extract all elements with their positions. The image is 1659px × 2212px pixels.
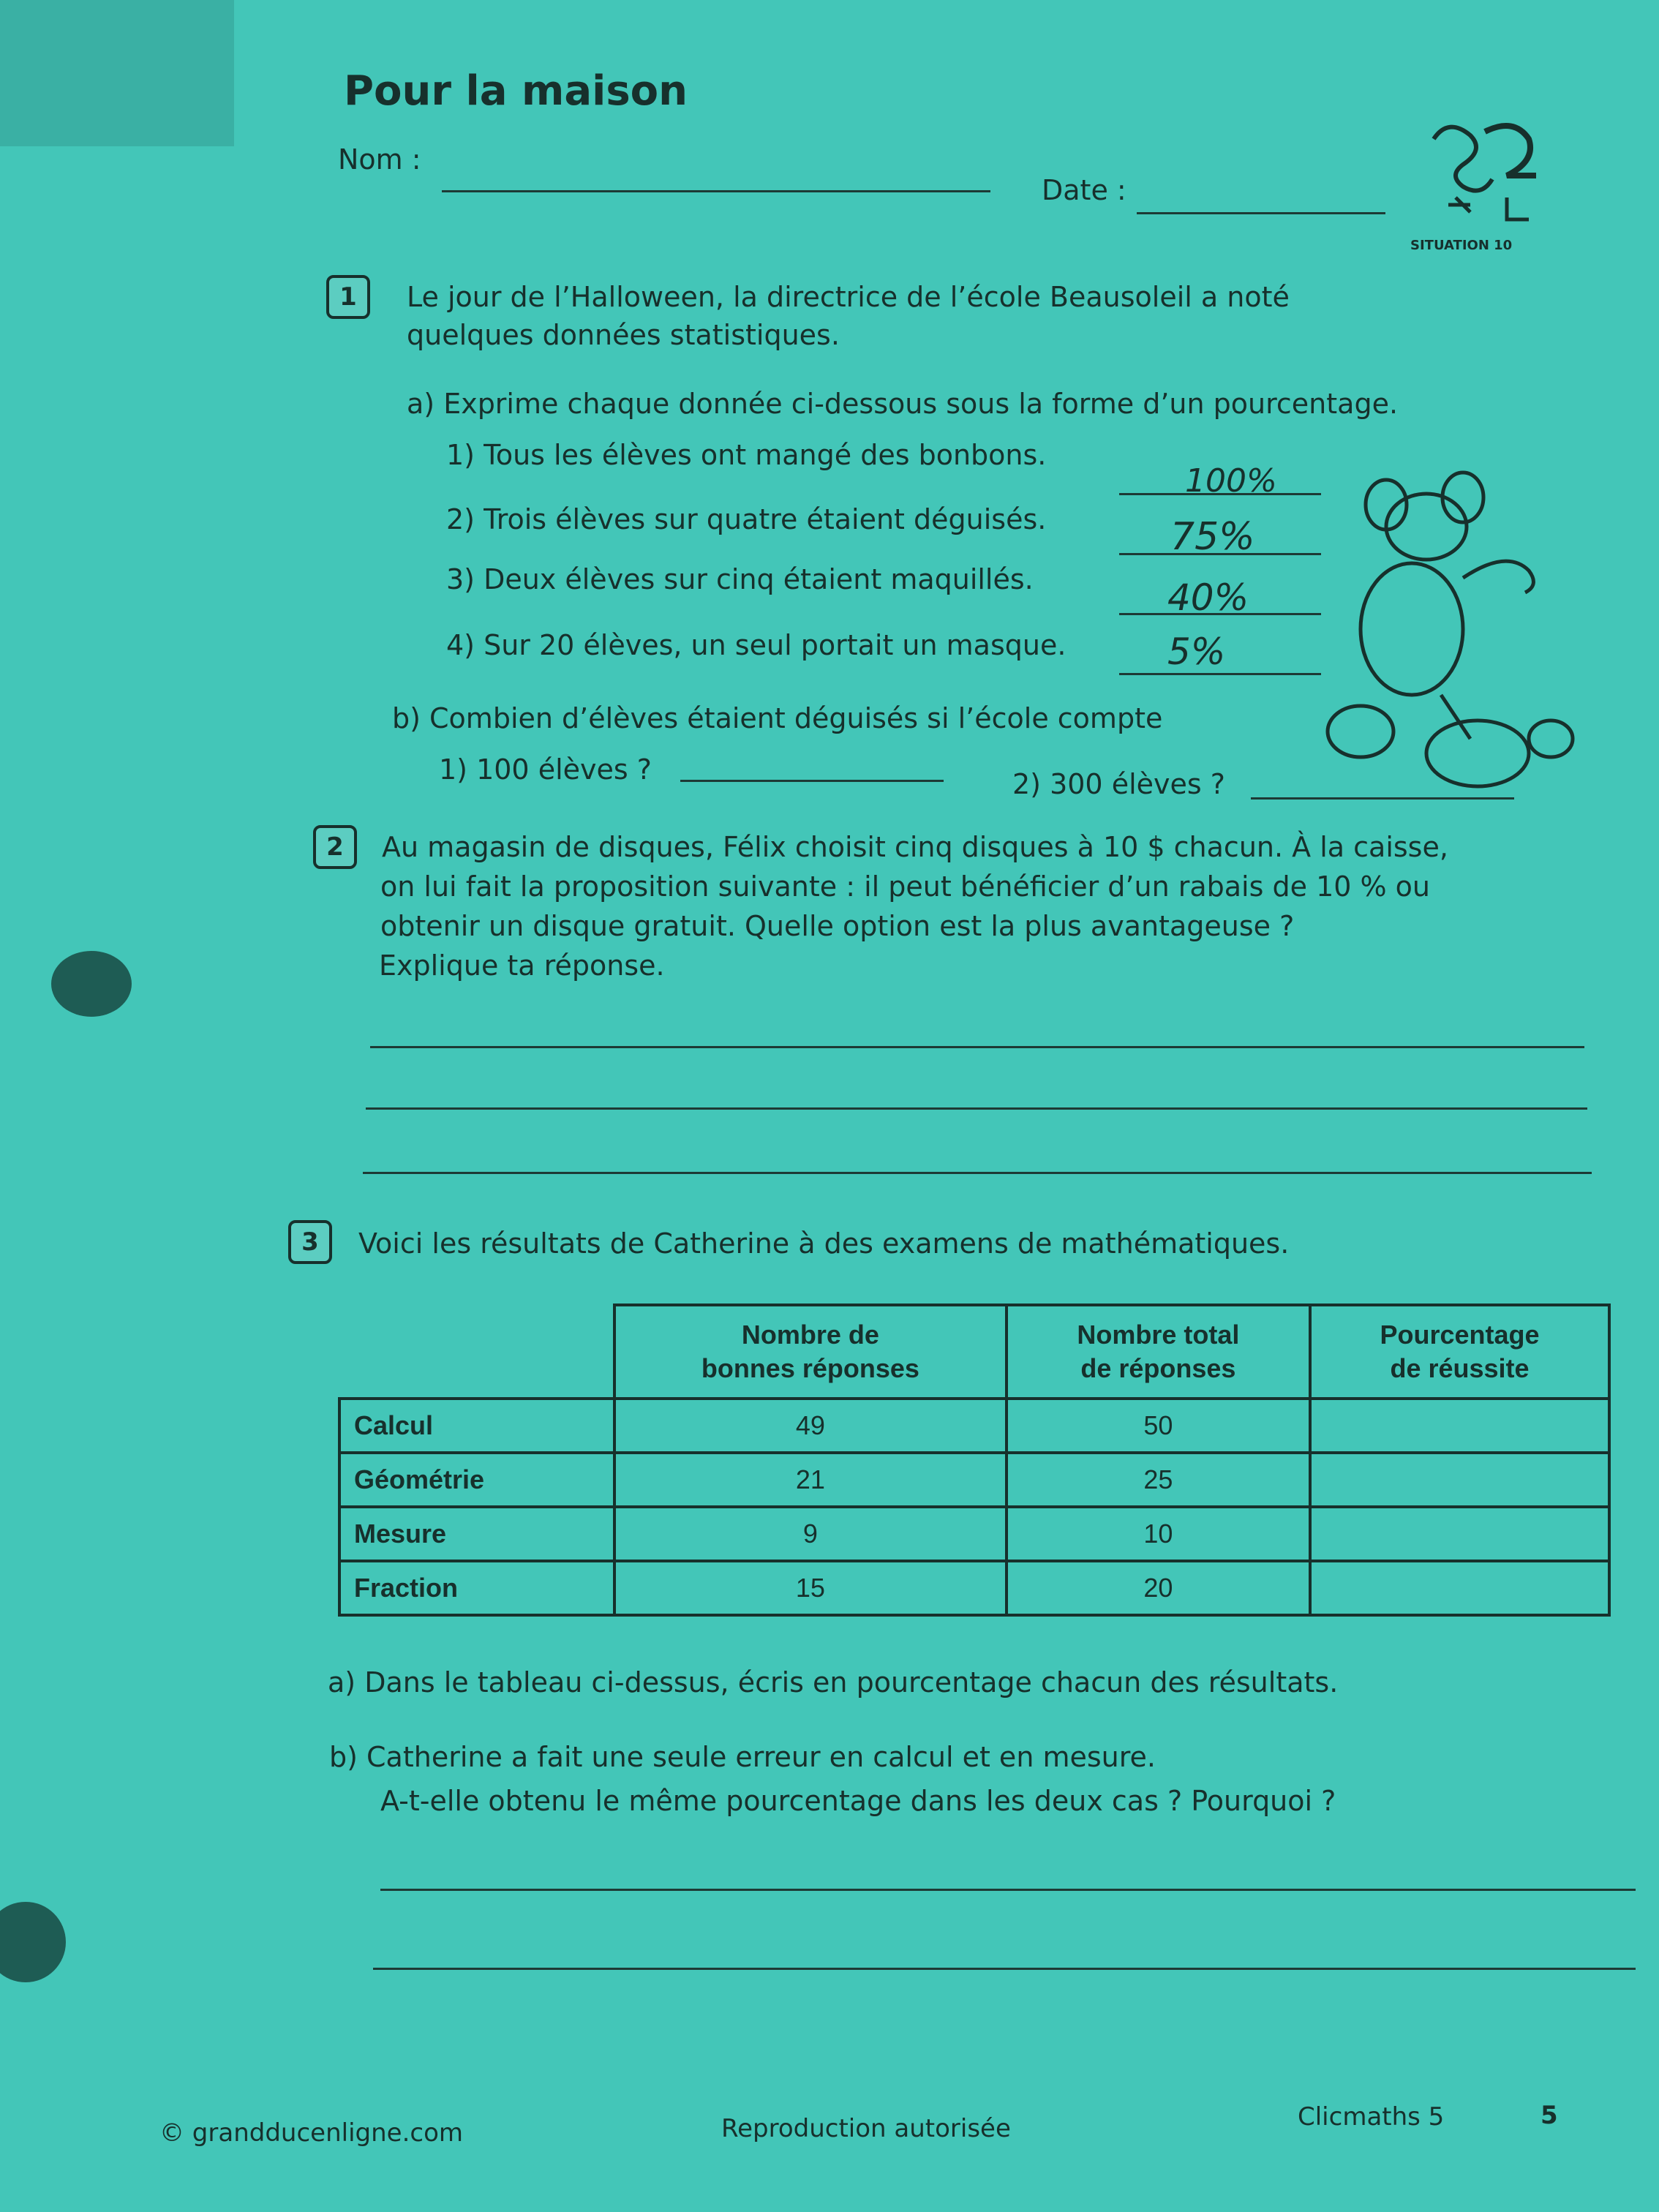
row-label-geometrie: Géométrie xyxy=(339,1453,614,1507)
cell-correct: 9 xyxy=(614,1507,1007,1561)
table-row xyxy=(339,1453,1609,1507)
table-row xyxy=(339,1399,1609,1453)
exercise-1-line-1 xyxy=(1119,493,1321,495)
table-header-row xyxy=(339,1305,1609,1399)
cell-total: 50 xyxy=(1007,1399,1310,1453)
page-title: Pour la maison xyxy=(344,67,688,115)
exercise-1-line-3 xyxy=(1119,613,1321,615)
situation-label: SITUATION 10 xyxy=(1410,238,1513,253)
exercise-2-line2: on lui fait la proposition suivante : il peut bénéficier d’un rabais de 10 % ou xyxy=(380,870,1431,903)
results-table xyxy=(338,1304,1611,1617)
cell-correct: 21 xyxy=(614,1453,1007,1507)
exercise-2-answer-line-2[interactable] xyxy=(366,1107,1587,1110)
exercise-2-line3: obtenir un disque gratuit. Quelle option est la plus avantageuse ? xyxy=(380,910,1295,942)
table-header-total: Nombre total de réponses xyxy=(1007,1305,1310,1399)
cell-total: 20 xyxy=(1007,1561,1310,1615)
exercise-1-item-2: 2) Trois élèves sur quatre étaient déguisés. xyxy=(446,503,1047,535)
row-label-fraction: Fraction xyxy=(339,1561,614,1615)
exercise-3-badge: 3 xyxy=(288,1220,332,1264)
exercise-3-part-b-line2: A-t-elle obtenu le même pourcentage dans les deux cas ? Pourquoi ? xyxy=(380,1785,1336,1817)
table-header-percent: Pourcentage de réussite xyxy=(1310,1305,1609,1399)
binder-edge xyxy=(0,0,234,146)
exercise-1-part-a: a) Exprime chaque donnée ci-dessous sous la forme d’un pourcentage. xyxy=(407,388,1399,420)
exercise-1-part-b: b) Combien d’élèves étaient déguisés si l’école compte xyxy=(392,702,1163,734)
exercise-2-answer-line-3[interactable] xyxy=(363,1172,1592,1174)
exercise-1-answer-2[interactable]: 75% xyxy=(1170,515,1255,559)
exercise-2-badge: 2 xyxy=(313,825,357,869)
exercise-1-intro-line2: quelques données statistiques. xyxy=(407,319,840,351)
date-label: Date : xyxy=(1042,174,1126,206)
cell-percent[interactable] xyxy=(1310,1507,1609,1561)
cell-percent[interactable] xyxy=(1310,1399,1609,1453)
cell-correct: 49 xyxy=(614,1399,1007,1453)
cell-percent[interactable] xyxy=(1310,1561,1609,1615)
footer-copyright: © grandducenligne.com xyxy=(159,2118,463,2148)
exercise-2-answer-line-1[interactable] xyxy=(370,1046,1584,1048)
cell-correct: 15 xyxy=(614,1561,1007,1615)
exercise-1-item-4: 4) Sur 20 élèves, un seul portait un masque. xyxy=(446,629,1066,661)
exercise-2-line1: Au magasin de disques, Félix choisit cinq disques à 10 $ chacun. À la caisse, xyxy=(382,831,1448,863)
exercise-1-b1: 1) 100 élèves ? xyxy=(439,753,652,786)
exercise-1-answer-1[interactable]: 100% xyxy=(1185,462,1277,500)
name-label: Nom : xyxy=(338,143,421,176)
exercise-3-part-b-line1: b) Catherine a fait une seule erreur en calcul et en mesure. xyxy=(329,1741,1156,1773)
row-label-calcul: Calcul xyxy=(339,1399,614,1453)
exercise-1-line-4 xyxy=(1119,673,1321,675)
exercise-1-answer-3[interactable]: 40% xyxy=(1167,576,1249,619)
cell-total: 25 xyxy=(1007,1453,1310,1507)
footer-reproduction: Reproduction autorisée xyxy=(721,2114,1011,2143)
exercise-3-part-a: a) Dans le tableau ci-dessus, écris en pourcentage chacun des résultats. xyxy=(328,1666,1339,1698)
footer-book: Clicmaths 5 xyxy=(1298,2102,1445,2132)
name-line[interactable] xyxy=(442,190,990,192)
binder-hole-bottom xyxy=(0,1902,66,1982)
exercise-1-line-2 xyxy=(1119,553,1321,555)
exercise-1-answer-4[interactable]: 5% xyxy=(1167,631,1226,673)
binder-hole-top xyxy=(51,951,132,1017)
row-label-mesure: Mesure xyxy=(339,1507,614,1561)
table-header-empty xyxy=(339,1305,614,1399)
situation-logo-icon xyxy=(1412,110,1558,256)
date-line[interactable] xyxy=(1137,212,1385,214)
footer-page-number: 5 xyxy=(1540,2101,1558,2130)
exercise-1-item-1: 1) Tous les élèves ont mangé des bonbons. xyxy=(446,439,1047,471)
exercise-1-badge: 1 xyxy=(326,275,370,319)
mouse-pumpkin-illustration-icon xyxy=(1317,461,1580,812)
exercise-1-item-3: 3) Deux élèves sur cinq étaient maquillés. xyxy=(446,563,1034,595)
cell-percent[interactable] xyxy=(1310,1453,1609,1507)
exercise-3-answer-line-2[interactable] xyxy=(373,1968,1636,1970)
table-header-correct: Nombre de bonnes réponses xyxy=(614,1305,1007,1399)
table-row xyxy=(339,1507,1609,1561)
exercise-1-b2: 2) 300 élèves ? xyxy=(1012,768,1225,800)
exercise-3-intro: Voici les résultats de Catherine à des examens de mathématiques. xyxy=(358,1227,1290,1260)
exercise-2-line4: Explique ta réponse. xyxy=(379,949,665,982)
cell-total: 10 xyxy=(1007,1507,1310,1561)
exercise-1-b1-line[interactable] xyxy=(680,780,944,782)
exercise-1-intro-line1: Le jour de l’Halloween, la directrice de l’école Beausoleil a noté xyxy=(407,281,1290,313)
exercise-3-answer-line-1[interactable] xyxy=(380,1889,1636,1891)
table-row xyxy=(339,1561,1609,1615)
